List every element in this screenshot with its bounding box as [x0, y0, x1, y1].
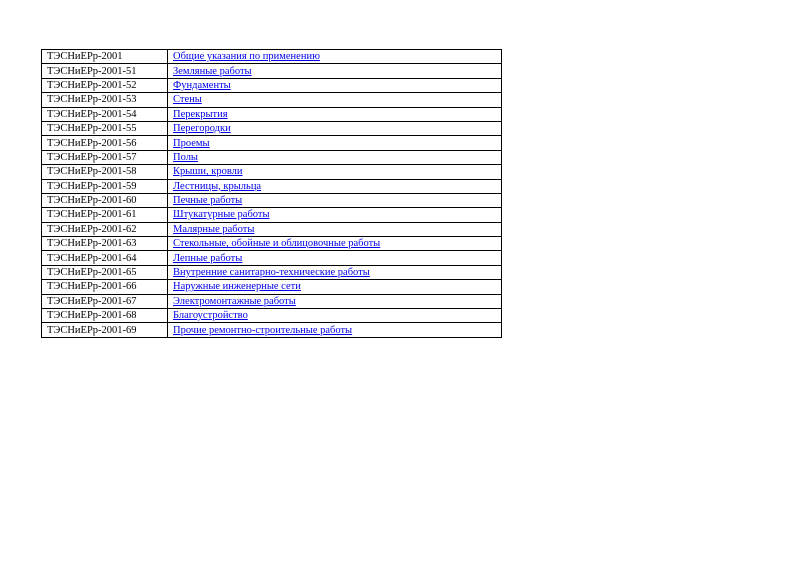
standard-title-link[interactable]: Земляные работы	[173, 65, 252, 77]
standard-code: ТЭСНиЕРр-2001-58	[42, 165, 168, 179]
standard-code: ТЭСНиЕРр-2001-53	[42, 93, 168, 107]
standard-title-link[interactable]: Печные работы	[173, 195, 243, 207]
standard-code: ТЭСНиЕРр-2001-52	[42, 78, 168, 92]
standard-code: ТЭСНиЕРр-2001-59	[42, 179, 168, 193]
standard-code: ТЭСНиЕРр-2001-68	[42, 309, 168, 323]
table-row	[42, 193, 502, 207]
table-row	[42, 323, 502, 337]
table-row	[42, 179, 502, 193]
standard-title-cell	[168, 165, 502, 179]
standard-code: ТЭСНиЕРр-2001-63	[42, 237, 168, 251]
standard-code: ТЭСНиЕРр-2001-64	[42, 251, 168, 265]
standard-title-cell	[168, 251, 502, 265]
table-row	[42, 165, 502, 179]
standard-code: ТЭСНиЕРр-2001-67	[42, 294, 168, 308]
table-row	[42, 50, 502, 64]
standard-title-link[interactable]: Малярные работы	[173, 223, 255, 235]
standard-title-cell	[168, 237, 502, 251]
standard-title-link[interactable]: Фундаменты	[173, 79, 231, 91]
standard-code: ТЭСНиЕРр-2001	[42, 50, 168, 64]
standard-title-link[interactable]: Наружные инженерные сети	[173, 281, 301, 293]
table-row	[42, 121, 502, 135]
standard-title-link[interactable]: Внутренние санитарно-технические работы	[173, 267, 370, 279]
table-row	[42, 208, 502, 222]
table-row	[42, 107, 502, 121]
standard-title-cell	[168, 50, 502, 64]
standard-title-link[interactable]: Стекольные, обойные и облицовочные работы	[173, 238, 381, 250]
table-row	[42, 294, 502, 308]
table-row	[42, 280, 502, 294]
standard-title-link[interactable]: Лестницы, крыльца	[173, 180, 262, 192]
table-row	[42, 64, 502, 78]
standard-code: ТЭСНиЕРр-2001-65	[42, 265, 168, 279]
standard-title-link[interactable]: Полы	[173, 151, 198, 163]
standard-code: ТЭСНиЕРр-2001-57	[42, 150, 168, 164]
standard-title-cell	[168, 64, 502, 78]
standard-code: ТЭСНиЕРр-2001-62	[42, 222, 168, 236]
standard-title-cell	[168, 193, 502, 207]
standard-title-link[interactable]: Общие указания по применению	[173, 51, 320, 63]
standard-title-link[interactable]: Лепные работы	[173, 252, 243, 264]
table-row	[42, 309, 502, 323]
standard-title-link[interactable]: Стены	[173, 94, 202, 106]
standard-code: ТЭСНиЕРр-2001-60	[42, 193, 168, 207]
standard-title-link[interactable]: Крыши, кровли	[173, 166, 243, 178]
table-row	[42, 251, 502, 265]
table-row	[42, 237, 502, 251]
standard-code: ТЭСНиЕРр-2001-51	[42, 64, 168, 78]
standard-title-cell	[168, 280, 502, 294]
standard-title-cell	[168, 323, 502, 337]
standard-title-cell	[168, 150, 502, 164]
standard-code: ТЭСНиЕРр-2001-69	[42, 323, 168, 337]
standards-table	[41, 49, 502, 338]
table-row	[42, 150, 502, 164]
table-row	[42, 93, 502, 107]
standard-code: ТЭСНиЕРр-2001-56	[42, 136, 168, 150]
table-row	[42, 265, 502, 279]
standard-title-cell	[168, 78, 502, 92]
standard-title-cell	[168, 208, 502, 222]
table-row	[42, 78, 502, 92]
standard-title-cell	[168, 309, 502, 323]
standard-title-cell	[168, 93, 502, 107]
standard-title-link[interactable]: Проемы	[173, 137, 210, 149]
standard-title-cell	[168, 121, 502, 135]
standard-code: ТЭСНиЕРр-2001-61	[42, 208, 168, 222]
standard-title-cell	[168, 294, 502, 308]
standard-code: ТЭСНиЕРр-2001-66	[42, 280, 168, 294]
standard-title-cell	[168, 179, 502, 193]
standard-title-link[interactable]: Перекрытия	[173, 108, 228, 120]
table-row	[42, 136, 502, 150]
standard-title-cell	[168, 136, 502, 150]
standard-code: ТЭСНиЕРр-2001-54	[42, 107, 168, 121]
standard-title-link[interactable]: Штукатурные работы	[173, 209, 270, 221]
standard-title-link[interactable]: Электромонтажные работы	[173, 295, 296, 307]
standard-title-cell	[168, 107, 502, 121]
standard-title-link[interactable]: Перегородки	[173, 123, 231, 135]
standard-code: ТЭСНиЕРр-2001-55	[42, 121, 168, 135]
standard-title-cell	[168, 222, 502, 236]
standard-title-link[interactable]: Прочие ремонтно-строительные работы	[173, 324, 353, 336]
standard-title-cell	[168, 265, 502, 279]
standard-title-link[interactable]: Благоустройство	[173, 310, 248, 322]
table-row	[42, 222, 502, 236]
